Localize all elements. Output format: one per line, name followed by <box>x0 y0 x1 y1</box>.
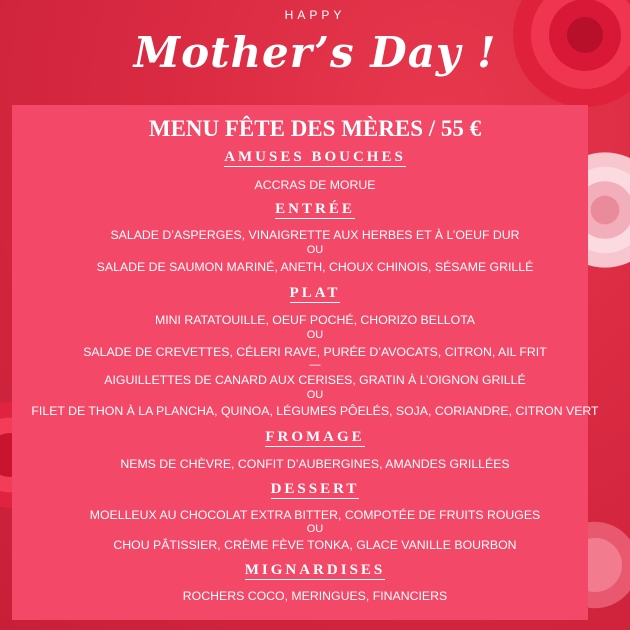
section-title-dessert: DESSERT <box>270 481 360 497</box>
menu-item: CHOU PÂTISSIER, CRÈME FÈVE TONKA, GLACE VANILLE BOURBON <box>113 538 517 552</box>
header <box>0 0 630 100</box>
menu-item: FILET DE THON À LA PLANCHA, QUINOA, LÉGUMES PÔELÉS, SOJA, CORIANDRE, CITRON VERT <box>31 404 599 418</box>
separator-ou: OU <box>306 389 324 401</box>
section-title-fromage: FROMAGE <box>265 429 365 445</box>
menu-item: ACCRAS DE MORUE <box>254 178 376 192</box>
happy-label: HAPPY <box>284 8 346 22</box>
menu-item: SALADE D’ASPERGES, VINAIGRETTE AUX HERBES ET À L’OEUF DUR <box>110 228 520 242</box>
section-title-entree: ENTRÉE <box>275 201 355 217</box>
page-title: Mother’s Day ! <box>133 28 497 77</box>
menu-item: MOELLEUX AU CHOCOLAT EXTRA BITTER, COMPOTÉE DE FRUITS ROUGES <box>89 508 541 522</box>
menu-heading: MENU FÊTE DES MÈRES / 55 € <box>148 116 482 141</box>
menu-item: AIGUILLETTES DE CANARD AUX CERISES, GRATIN À L’OIGNON GRILLÉ <box>104 373 526 387</box>
menu-item: SALADE DE SAUMON MARINÉ, ANETH, CHOUX CHINOIS, SÉSAME GRILLÉ <box>96 260 534 274</box>
separator-ou: OU <box>306 329 324 341</box>
menu-item: SALADE DE CREVETTES, CÉLERI RAVE, PURÉE D’AVOCATS, CITRON, AIL FRIT <box>83 345 547 359</box>
section-title-mignardises: MIGNARDISES <box>244 562 386 578</box>
separator-ou: OU <box>306 244 324 256</box>
separator-dash: — <box>309 359 321 371</box>
section-title-amuses-bouches: AMUSES BOUCHES <box>224 149 406 165</box>
separator-ou: OU <box>306 523 324 535</box>
section-title-plat: PLAT <box>289 285 341 301</box>
menu-item: ROCHERS COCO, MERINGUES, FINANCIERS <box>182 589 448 603</box>
menu-item: MINI RATATOUILLE, OEUF POCHÉ, CHORIZO BELLOTA <box>155 313 475 327</box>
menu-item: NEMS DE CHÈVRE, CONFIT D’AUBERGINES, AMANDES GRILLÉES <box>120 457 510 471</box>
